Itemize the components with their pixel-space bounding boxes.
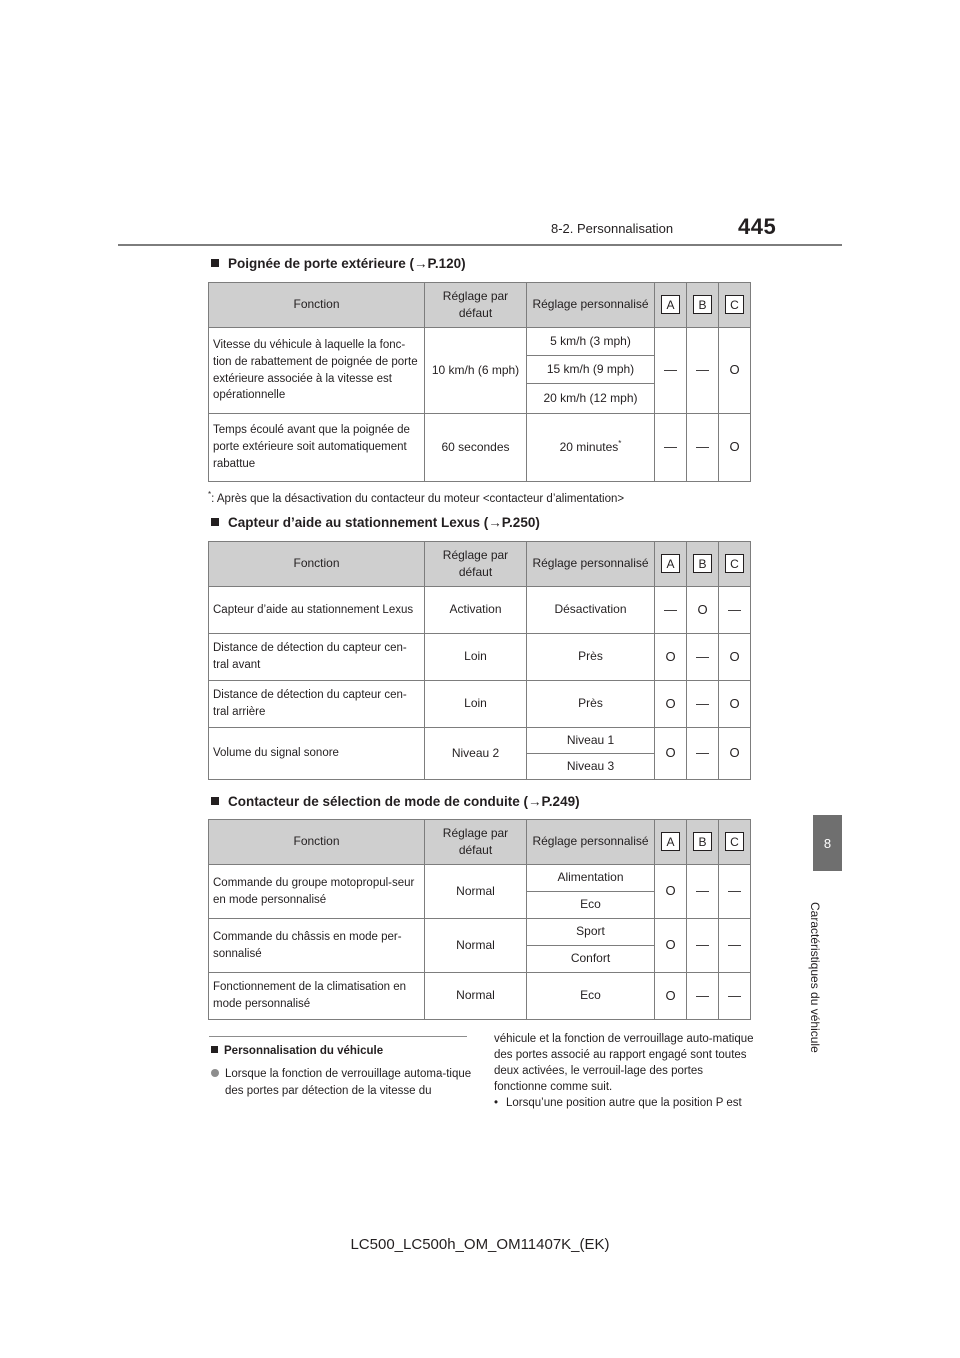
custom-cell [527,414,655,482]
col-default: Réglage par défaut [425,283,527,328]
custom-cell: 5 km/h (3 mph) [527,328,655,356]
section1-table [208,282,751,482]
col-custom: Réglage personnalisé [527,283,655,328]
function-cell: Distance de détection du capteur cen-tral avant [209,634,425,681]
table-row [209,728,751,754]
table-row [209,865,751,892]
c-cell: O [719,634,751,681]
footnote [208,490,624,505]
default-cell: Normal [425,865,527,919]
b-cell: — [687,414,719,482]
a-cell: — [655,587,687,634]
b-cell: — [687,973,719,1020]
a-cell: O [655,681,687,728]
function-cell: Commande du groupe motopropul-seur en mode personnalisé [209,865,425,919]
c-cell: O [719,414,751,482]
section2-heading-text: Capteur d’aide au stationnement Lexus (→P.250) [228,515,540,530]
notes-heading-text: Personnalisation du véhicule [224,1045,384,1057]
footer-code: LC500_LC500h_OM_OM11407K_(EK) [350,1236,610,1253]
col-a: A [661,832,680,851]
notes-bullet-text: Lorsque la fonction de verrouillage automa-tique des portes par détection de la vitesse du [225,1068,472,1097]
b-cell: — [687,865,719,919]
c-cell: — [719,919,751,973]
c-cell: O [719,681,751,728]
chapter-label: Caractéristiques du véhicule [808,902,822,1053]
page-number: 445 [738,214,777,239]
b-cell: — [687,728,719,780]
default-cell: Loin [425,681,527,728]
a-cell: O [655,973,687,1020]
table-row [209,681,751,728]
b-cell: O [687,587,719,634]
custom-cell: Sport [527,919,655,946]
b-cell: — [687,634,719,681]
custom-cell: Désactivation [527,587,655,634]
col-c: C [725,832,744,851]
notes-divider [209,1036,467,1037]
square-bullet-icon [211,518,219,526]
c-cell: — [719,973,751,1020]
col-function: Fonction [209,283,425,328]
c-cell: — [719,865,751,919]
default-cell: Niveau 2 [425,728,527,780]
default-cell: Loin [425,634,527,681]
b-cell: — [687,681,719,728]
custom-cell: Eco [527,973,655,1020]
col-c: C [725,554,744,573]
col-function: Fonction [209,820,425,865]
function-cell: Capteur d’aide au stationnement Lexus [209,587,425,634]
col-custom: Réglage personnalisé [527,820,655,865]
function-cell: Vitesse du véhicule à laquelle la fonc-tion de rabattement de poignée de porte extérieure associée à la vitesse est opérationnelle [209,328,425,414]
default-cell: Activation [425,587,527,634]
b-cell: — [687,328,719,414]
list-item [494,1095,756,1111]
table-row [209,919,751,946]
col-function: Fonction [209,542,425,587]
list-item-text: Lorsqu’une position autre que la position P est [506,1097,742,1110]
function-cell: Distance de détection du capteur cen-tral arrière [209,681,425,728]
header-rule [118,244,842,246]
footnote-star: * [208,490,212,499]
default-cell: Normal [425,919,527,973]
function-cell: Temps écoulé avant que la poignée de porte extérieure soit automatiquement rabattue [209,414,425,482]
section3-heading-text: Contacteur de sélection de mode de conduite (→P.249) [228,794,580,809]
function-cell: Commande du châssis en mode per-sonnalisé [209,919,425,973]
a-cell: O [655,728,687,780]
table-row [209,587,751,634]
col-default: Réglage par défaut [425,820,527,865]
c-cell: O [719,328,751,414]
default-cell: Normal [425,973,527,1020]
col-a: A [661,554,680,573]
custom-cell: 20 km/h (12 mph) [527,384,655,414]
custom-cell: Eco [527,892,655,919]
footnote-text: : Après que la désactivation du contacteur du moteur <contacteur d’alimentation> [211,492,625,505]
custom-cell: Alimentation [527,865,655,892]
col-a: A [661,295,680,314]
c-cell: O [719,728,751,780]
square-bullet-icon [211,1046,218,1053]
a-cell: — [655,414,687,482]
section1-heading-text: Poignée de porte extérieure (→P.120) [228,256,466,271]
chapter-tab: 8 [813,815,842,871]
col-custom: Réglage personnalisé [527,542,655,587]
custom-cell: Niveau 1 [527,728,655,754]
default-cell: 10 km/h (6 mph) [425,328,527,414]
c-cell: — [719,587,751,634]
function-cell: Volume du signal sonore [209,728,425,780]
circle-bullet-icon [211,1069,219,1077]
square-bullet-icon [211,797,219,805]
notes-column-2 [494,1031,756,1111]
section2-table [208,541,751,780]
default-cell: 60 secondes [425,414,527,482]
section2-heading [211,515,540,530]
footnote-marker: * [618,439,622,449]
col-c: C [725,295,744,314]
section1-heading [211,256,466,271]
col-b: B [693,554,712,573]
notes-heading [211,1045,383,1057]
table-row [209,328,751,356]
col-default: Réglage par défaut [425,542,527,587]
custom-value: 20 minutes [559,440,619,455]
function-cell: Fonctionnement de la climatisation en mode personnalisé [209,973,425,1020]
notes-continuation: véhicule et la fonction de verrouillage auto-matique des portes associé au rapport engagé sont toutes deux activées, le verrouil-lage des portes fonctionne comme suit. [494,1033,754,1094]
col-b: B [693,832,712,851]
a-cell: O [655,634,687,681]
section-title: 8-2. Personnalisation [551,221,674,236]
section3-table [208,819,751,1020]
section3-heading [211,794,580,809]
square-bullet-icon [211,259,219,267]
custom-cell: Près [527,681,655,728]
a-cell: O [655,865,687,919]
table-row [209,634,751,681]
b-cell: — [687,919,719,973]
col-b: B [693,295,712,314]
table-row [209,414,751,482]
custom-cell: Près [527,634,655,681]
notes-bullet [211,1066,473,1099]
custom-cell: Niveau 3 [527,754,655,780]
table-row [209,973,751,1020]
custom-cell: 15 km/h (9 mph) [527,356,655,384]
a-cell: O [655,919,687,973]
bullet-mark: • [494,1097,499,1110]
custom-cell: Confort [527,946,655,973]
a-cell: — [655,328,687,414]
